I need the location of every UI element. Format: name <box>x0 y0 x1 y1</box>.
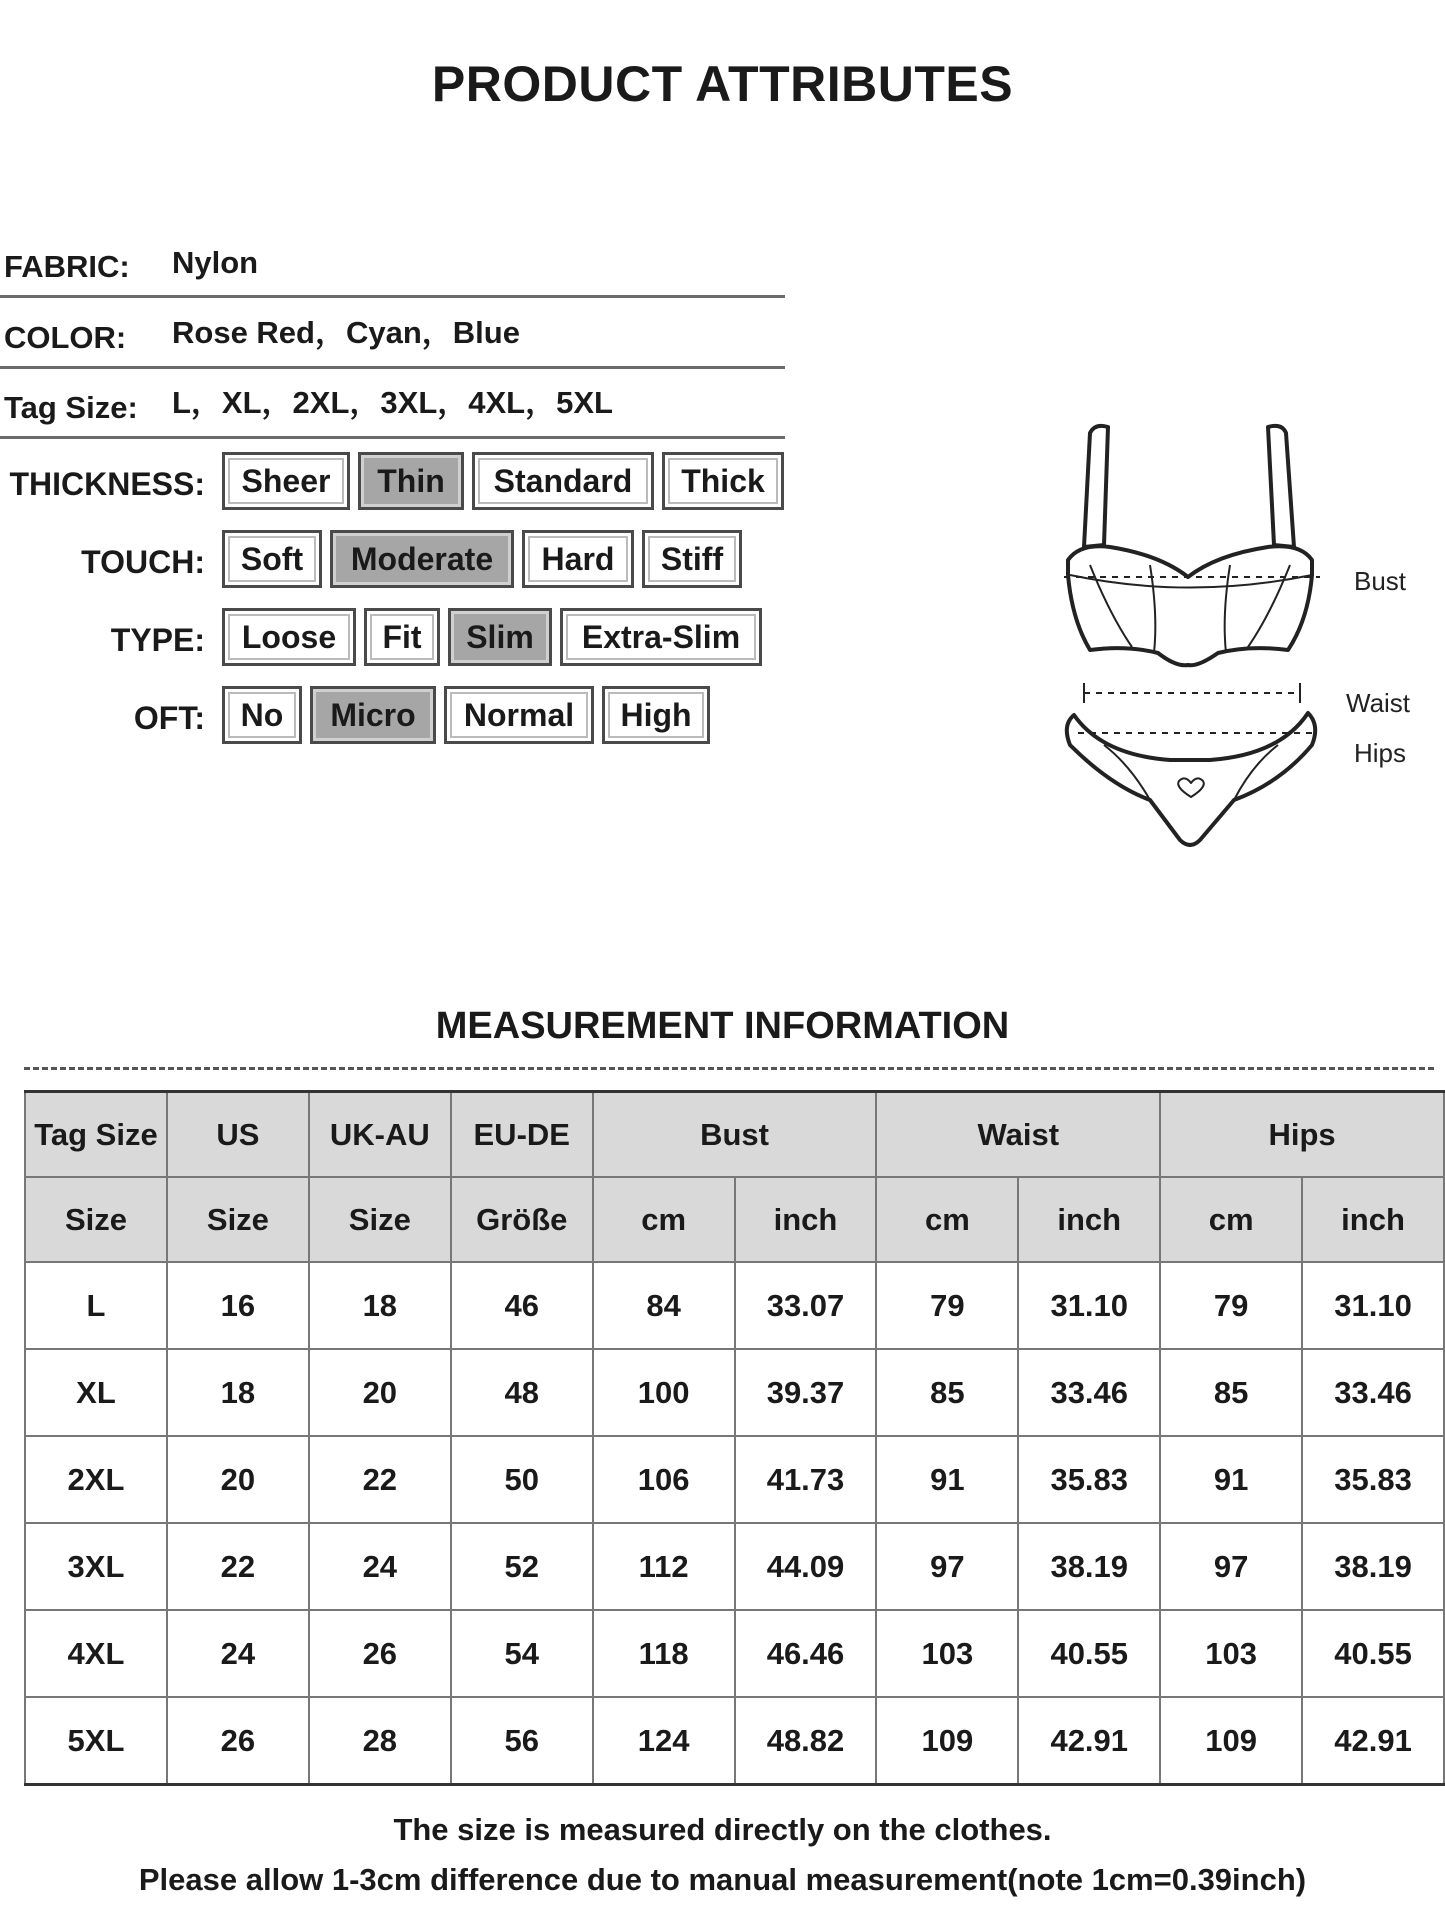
table-cell: 85 <box>876 1349 1018 1436</box>
header-cell: UK-AU <box>309 1092 451 1178</box>
table-cell: 35.83 <box>1018 1436 1160 1523</box>
subheader-cell: inch <box>1302 1177 1444 1262</box>
option-fit: Fit <box>364 608 440 666</box>
table-cell: 91 <box>1160 1436 1302 1523</box>
table-cell: 54 <box>451 1610 593 1697</box>
attr-row-color <box>0 296 785 369</box>
bikini-measurement-diagram <box>1050 415 1350 855</box>
table-cell: 79 <box>876 1262 1018 1349</box>
table-row <box>25 1349 1444 1436</box>
dashed-divider <box>24 1067 1434 1070</box>
attr-row-tag-size <box>0 366 785 439</box>
attr-label: Tag Size: <box>4 390 138 425</box>
table-cell: 56 <box>451 1697 593 1785</box>
option-thin-selected: Thin <box>358 452 464 510</box>
heart-icon <box>1178 778 1204 797</box>
table-row <box>25 1262 1444 1349</box>
table-cell: 103 <box>1160 1610 1302 1697</box>
table-cell: 44.09 <box>735 1523 877 1610</box>
bust-label: Bust <box>1354 566 1407 596</box>
attr-label: FABRIC: <box>4 249 130 284</box>
table-cell: 28 <box>309 1697 451 1785</box>
header-cell: Waist <box>876 1092 1160 1178</box>
table-cell: 33.07 <box>735 1262 877 1349</box>
header-cell: Hips <box>1160 1092 1444 1178</box>
note-measured: The size is measured directly on the clothes. <box>393 1812 1052 1847</box>
table-cell: 109 <box>876 1697 1018 1785</box>
waist-label: Waist <box>1346 688 1411 718</box>
note-difference: Please allow 1-3cm difference due to manual measurement(note 1cm=0.39inch) <box>138 1862 1307 1897</box>
table-cell: 24 <box>309 1523 451 1610</box>
table-cell: 35.83 <box>1302 1436 1444 1523</box>
table-cell: 118 <box>593 1610 735 1697</box>
option-high: High <box>602 686 710 744</box>
table-cell: 48.82 <box>735 1697 877 1785</box>
option-thick: Thick <box>662 452 784 510</box>
measurement-title: MEASUREMENT INFORMATION <box>435 1005 1010 1047</box>
table-cell: 38.19 <box>1018 1523 1160 1610</box>
option-soft: Soft <box>222 530 322 588</box>
table-cell: 22 <box>309 1436 451 1523</box>
table-cell: 50 <box>451 1436 593 1523</box>
table-cell: 18 <box>167 1349 309 1436</box>
hips-label: Hips <box>1354 738 1407 768</box>
table-cell: 106 <box>593 1436 735 1523</box>
table-cell: 33.46 <box>1302 1349 1444 1436</box>
table-cell: 31.10 <box>1302 1262 1444 1349</box>
table-cell: 91 <box>876 1436 1018 1523</box>
table-cell: 24 <box>167 1610 309 1697</box>
attr-value: L，XL，2XL，3XL，4XL，5XL <box>172 385 613 420</box>
subheader-cell: Size <box>25 1177 167 1262</box>
subheader-cell: inch <box>735 1177 877 1262</box>
option-label: TYPE: <box>110 622 205 658</box>
option-slim-selected: Slim <box>448 608 552 666</box>
table-cell: 26 <box>167 1697 309 1785</box>
table-cell: 52 <box>451 1523 593 1610</box>
option-sheer: Sheer <box>222 452 350 510</box>
option-moderate-selected: Moderate <box>330 530 514 588</box>
option-no: No <box>222 686 302 744</box>
table-cell: 5XL <box>25 1697 167 1785</box>
table-cell: 109 <box>1160 1697 1302 1785</box>
subheader-cell: cm <box>1160 1177 1302 1262</box>
page-title: PRODUCT ATTRIBUTES <box>431 56 1014 112</box>
table-cell: XL <box>25 1349 167 1436</box>
table-cell: 48 <box>451 1349 593 1436</box>
table-cell: 124 <box>593 1697 735 1785</box>
subheader-cell: cm <box>876 1177 1018 1262</box>
table-cell: 79 <box>1160 1262 1302 1349</box>
table-cell: 97 <box>876 1523 1018 1610</box>
option-micro-selected: Micro <box>310 686 436 744</box>
table-cell: 31.10 <box>1018 1262 1160 1349</box>
header-cell: Tag Size <box>25 1092 167 1178</box>
left-strap <box>1084 426 1108 547</box>
option-stiff: Stiff <box>642 530 742 588</box>
attr-row-fabric <box>0 225 785 298</box>
option-standard: Standard <box>472 452 654 510</box>
option-loose: Loose <box>222 608 356 666</box>
table-cell: 22 <box>167 1523 309 1610</box>
table-cell: 40.55 <box>1018 1610 1160 1697</box>
subheader-cell: inch <box>1018 1177 1160 1262</box>
table-cell: 4XL <box>25 1610 167 1697</box>
table-cell: 20 <box>167 1436 309 1523</box>
right-strap <box>1268 426 1294 547</box>
header-cell: EU-DE <box>451 1092 593 1178</box>
subheader-cell: Size <box>167 1177 309 1262</box>
table-cell: 41.73 <box>735 1436 877 1523</box>
table-subheader-row <box>25 1177 1444 1262</box>
option-row-type <box>0 608 790 670</box>
table-cell: 84 <box>593 1262 735 1349</box>
table-row <box>25 1610 1444 1697</box>
option-label: OFT: <box>133 700 205 736</box>
option-label: TOUCH: <box>81 544 205 580</box>
table-cell: 38.19 <box>1302 1523 1444 1610</box>
option-normal: Normal <box>444 686 594 744</box>
table-cell: 100 <box>593 1349 735 1436</box>
table-cell: 42.91 <box>1302 1697 1444 1785</box>
table-cell: 20 <box>309 1349 451 1436</box>
table-cell: 3XL <box>25 1523 167 1610</box>
option-row-thickness <box>0 452 790 514</box>
table-cell: 103 <box>876 1610 1018 1697</box>
table-cell: 46.46 <box>735 1610 877 1697</box>
subheader-cell: cm <box>593 1177 735 1262</box>
subheader-cell: Size <box>309 1177 451 1262</box>
attr-label: COLOR: <box>4 320 127 355</box>
table-cell: 40.55 <box>1302 1610 1444 1697</box>
header-cell: US <box>167 1092 309 1178</box>
option-row-touch <box>0 530 790 592</box>
table-cell: 18 <box>309 1262 451 1349</box>
table-cell: 97 <box>1160 1523 1302 1610</box>
bra-top <box>1068 546 1312 665</box>
table-row <box>25 1523 1444 1610</box>
table-cell: 39.37 <box>735 1349 877 1436</box>
subheader-cell: Größe <box>451 1177 593 1262</box>
table-cell: 85 <box>1160 1349 1302 1436</box>
table-cell: 112 <box>593 1523 735 1610</box>
table-row <box>25 1436 1444 1523</box>
option-hard: Hard <box>522 530 634 588</box>
table-cell: 26 <box>309 1610 451 1697</box>
table-cell: 2XL <box>25 1436 167 1523</box>
table-cell: L <box>25 1262 167 1349</box>
size-chart-table <box>24 1090 1445 1786</box>
header-cell: Bust <box>593 1092 877 1178</box>
option-label: THICKNESS: <box>9 466 205 502</box>
option-row-oft <box>0 686 790 748</box>
table-header-row <box>25 1092 1444 1178</box>
table-cell: 16 <box>167 1262 309 1349</box>
attr-value: Nylon <box>172 245 259 280</box>
table-cell: 33.46 <box>1018 1349 1160 1436</box>
table-cell: 42.91 <box>1018 1697 1160 1785</box>
attr-value: Rose Red，Cyan，Blue <box>172 315 520 350</box>
table-row <box>25 1697 1444 1785</box>
option-extra-slim: Extra-Slim <box>560 608 762 666</box>
table-cell: 46 <box>451 1262 593 1349</box>
